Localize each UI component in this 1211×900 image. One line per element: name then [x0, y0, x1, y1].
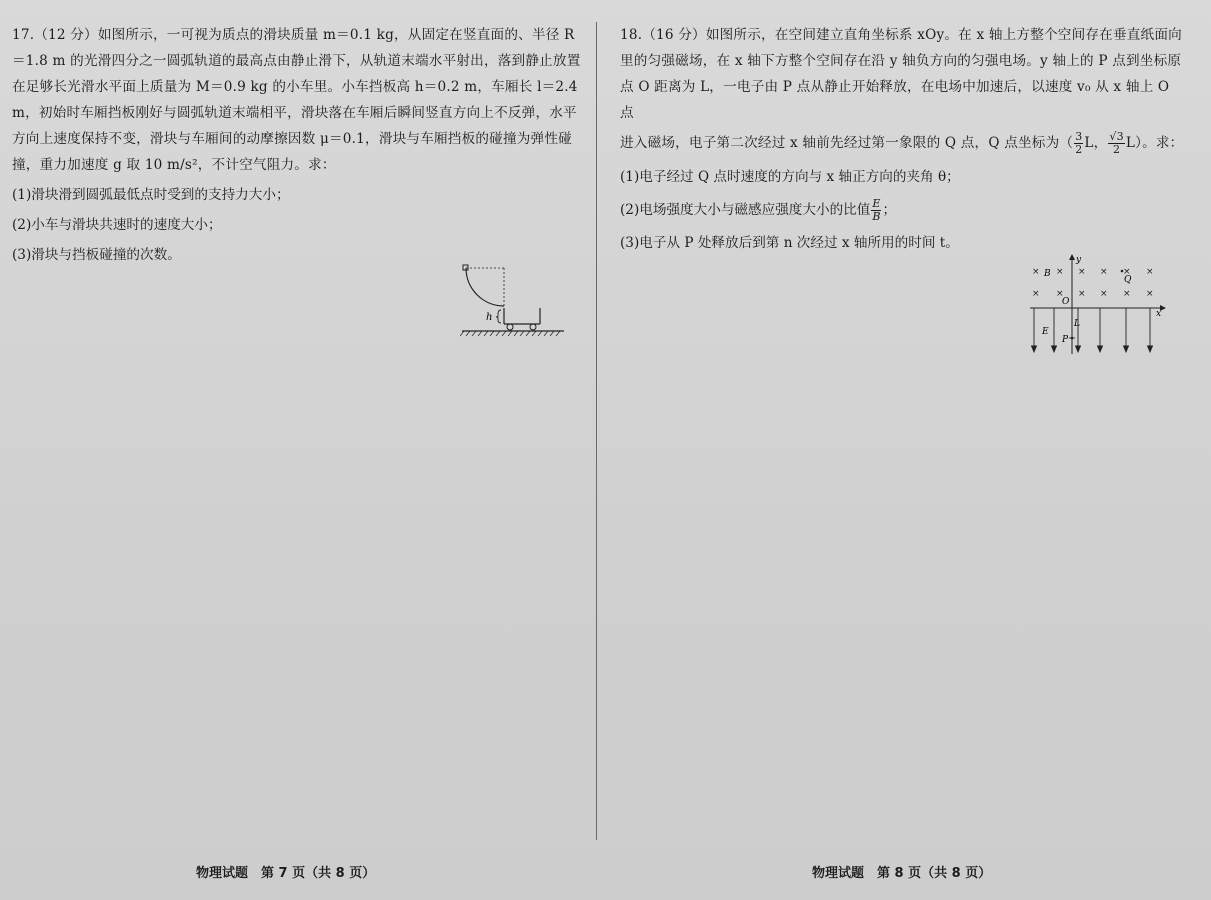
problem-18-question-2: (2)电场强度大小与磁感应强度大小的比值 $\frac{E}{B}$ ； [620, 197, 897, 223]
problem-18-question-3: (3)电子从 P 处释放后到第 n 次经过 x 轴所用的时间 t。 [620, 235, 959, 251]
column-divider [596, 22, 597, 840]
problem-18-figure [1026, 254, 1171, 359]
svg-text:×: × [1146, 267, 1154, 277]
problem-17-text [12, 22, 582, 178]
svg-text:×: × [1032, 267, 1040, 277]
fraction-3-over-2: $\frac{3}{2}$ [1075, 130, 1083, 156]
figure-e-label: E [1042, 327, 1049, 337]
problem-17-question-1: (1)滑块滑到圆弧最低点时受到的支持力大小； [12, 187, 290, 203]
svg-text:×: × [1123, 267, 1131, 277]
figure-p-label: P [1062, 335, 1069, 345]
problem-17 [12, 22, 582, 268]
svg-text:×: × [1078, 267, 1086, 277]
svg-text:×: × [1100, 267, 1108, 277]
figure-y-axis-label: y [1076, 255, 1082, 265]
svg-text:×: × [1100, 289, 1108, 299]
fraction-e-over-b: $\frac{E}{B}$ [872, 197, 881, 223]
svg-text:×: × [1056, 267, 1064, 277]
figure-origin-label: O [1062, 297, 1070, 307]
problem-18-statement-b [620, 126, 1185, 160]
problem-18-statement-a: 18.（16 分）如图所示，在空间建立直角坐标系 xOy。在 x 轴上方整个空间存在垂直纸面向里的匀强磁场，在 x 轴下方整个空间存在沿 y 轴负方向的匀强电场。y 轴上的 P 点到坐标原点 O 距离为 L，一电子由 P 点从静止开始释放，在电场中加速后，以速度 v₀ 从 x 轴上 O 点 [620, 27, 1182, 121]
problem-18-statement-b-post: L）。求： [1125, 135, 1184, 151]
problem-18 [620, 22, 1185, 256]
figure-q-label: Q [1124, 275, 1132, 285]
svg-text:×: × [1032, 289, 1040, 299]
page-footer-left: 物理试题 第 7 页（共 8 页） [196, 866, 376, 881]
problem-18-question-1: (1)电子经过 Q 点时速度的方向与 x 轴正方向的夹角 θ； [620, 169, 960, 185]
page-footer-right: 物理试题 第 8 页（共 8 页） [812, 866, 992, 881]
svg-text:×: × [1123, 289, 1131, 299]
svg-text:×: × [1078, 289, 1086, 299]
fraction-sqrt3-over-2: $\frac{√3}{2}$ [1109, 130, 1124, 156]
problem-17-figure [460, 260, 570, 340]
problem-18-statement-b-pre: 进入磁场，电子第二次经过 x 轴前先经过第一象限的 Q 点，Q 点坐标为（ [620, 135, 1074, 151]
svg-text:×: × [1146, 289, 1154, 299]
figure-b-label: B [1044, 269, 1051, 279]
figure-x-axis-label: x [1156, 309, 1162, 319]
problem-17-statement: 17.（12 分）如图所示，一可视为质点的滑块质量 m＝0.1 kg，从固定在竖直面的、半径 R＝1.8 m 的光滑四分之一圆弧轨道的最高点由静止滑下，从轨道末端水平射出，落到静止放置在足够长光滑水平面上质量为 M＝0.9 kg 的小车里。小车挡板高 h＝0.2 m，车厢长 l＝2.4 m，初始时车厢挡板刚好与圆弧轨道末端相平，滑块落在车厢后瞬间竖直方向上不反弹，水平方向上速度保持不变，滑块与车厢间的动摩擦因数 μ＝0.1，滑块与车厢挡板的碰撞为弹性碰撞，重力加速度 g 取 10 m/s²，不计空气阻力。求： [12, 27, 581, 173]
problem-17-question-2: (2)小车与滑块共速时的速度大小； [12, 217, 222, 233]
figure-l-label: L [1074, 319, 1080, 329]
svg-text:×: × [1056, 289, 1064, 299]
problem-17-figure-h-label: h [486, 312, 493, 323]
problem-17-question-3: (3)滑块与挡板碰撞的次数。 [12, 247, 181, 263]
problem-18-text [620, 22, 1185, 160]
problem-18-statement-b-mid: L， [1084, 135, 1108, 151]
